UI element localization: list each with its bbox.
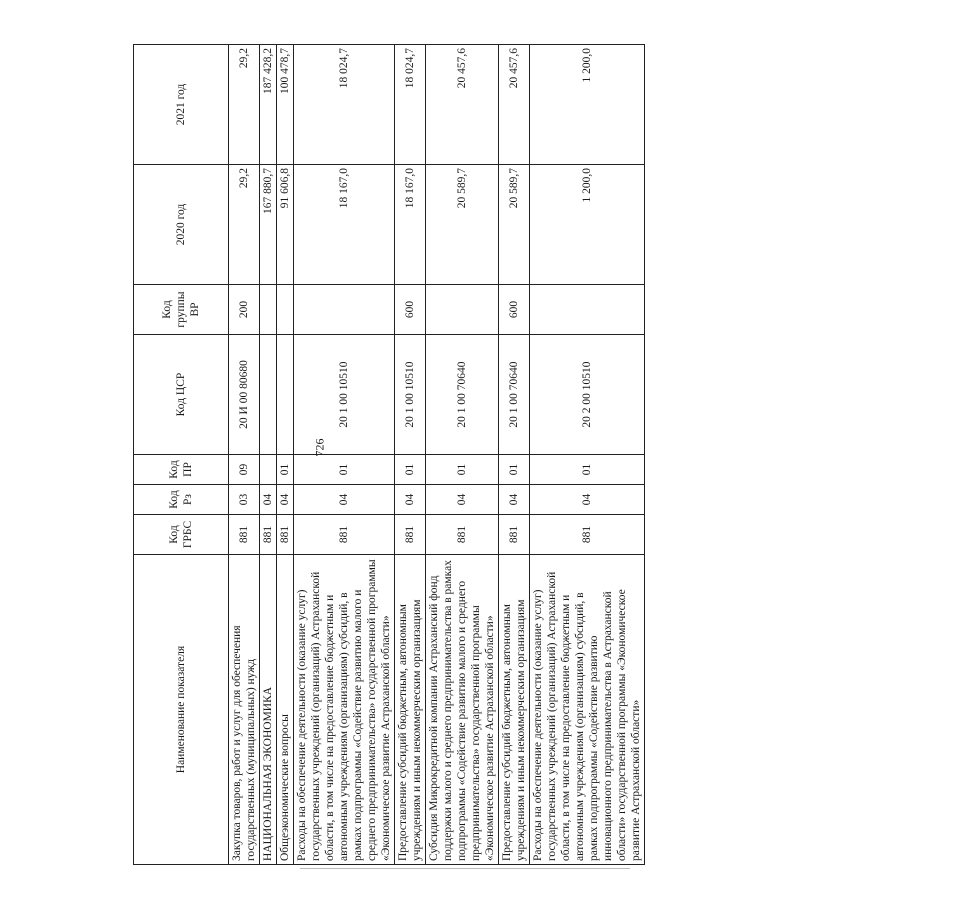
cell-y2020: 167 880,7 — [260, 165, 277, 285]
cell-vr — [260, 285, 277, 335]
cell-y2021: 18 024,7 — [395, 45, 426, 165]
cell-y2020: 20 589,7 — [426, 165, 499, 285]
header-name: Наименование показателя — [134, 555, 229, 865]
cell-csr — [260, 335, 277, 455]
cell-y2020: 1 200,0 — [530, 165, 645, 285]
table-row — [277, 45, 294, 865]
cell-grbs: 881 — [229, 515, 260, 555]
cell-vr — [277, 285, 294, 335]
cell-grbs: 881 — [294, 515, 395, 555]
cell-grbs: 881 — [395, 515, 426, 555]
cell-rz: 04 — [530, 485, 645, 515]
cell-y2020: 29,2 — [229, 165, 260, 285]
cell-y2021: 20 457,6 — [426, 45, 499, 165]
cell-grbs: 881 — [499, 515, 530, 555]
cell-grbs: 881 — [260, 515, 277, 555]
table-row — [294, 45, 395, 865]
cell-name: Расходы на обеспечение деятельности (оказание услуг) государственных учреждений (организаций) Астраханской области, в том числе на предоставление бюджетным и автономным учреждениям (организациям) субсидий, в рамках подпрограммы «Содействие развитию инновационного предпринимательства в Астраханской области» государственной программы «Экономическое развитие Астраханской области» — [530, 555, 645, 865]
cell-y2020: 20 589,7 — [499, 165, 530, 285]
cell-name: НАЦИОНАЛЬНАЯ ЭКОНОМИКА — [260, 555, 277, 865]
cell-vr: 600 — [395, 285, 426, 335]
cell-name: Предоставление субсидий бюджетным, автономным учреждениям и иным некоммерческим организациям — [395, 555, 426, 865]
cell-vr: 600 — [499, 285, 530, 335]
cell-pr: 01 — [277, 455, 294, 485]
table-row — [229, 45, 260, 865]
table-row — [426, 45, 499, 865]
table-row — [260, 45, 277, 865]
cell-csr: 20 1 00 10510 — [395, 335, 426, 455]
header-2020: 2020 год — [134, 165, 229, 285]
cell-name: Общеэкономические вопросы — [277, 555, 294, 865]
cell-pr: 01 — [426, 455, 499, 485]
header-pr: Код ПР — [134, 455, 229, 485]
cell-y2021: 18 024,7 — [294, 45, 395, 165]
cell-vr — [426, 285, 499, 335]
cell-rz: 04 — [499, 485, 530, 515]
cell-rz: 04 — [260, 485, 277, 515]
header-grbs: Код ГРБС — [134, 515, 229, 555]
cell-rz: 04 — [294, 485, 395, 515]
cell-y2021: 20 457,6 — [499, 45, 530, 165]
footer-divider — [300, 868, 630, 869]
cell-csr: 20 И 00 80680 — [229, 335, 260, 455]
cell-grbs: 881 — [277, 515, 294, 555]
cell-pr: 01 — [294, 455, 395, 485]
cell-y2020: 18 167,0 — [395, 165, 426, 285]
header-csr: Код ЦСР — [134, 335, 229, 455]
cell-name: Расходы на обеспечение деятельности (оказание услуг) государственных учреждений (организаций) Астраханской области, в том числе на предоставление бюджетным и автономным учреждениям (организациям) субсидий, в рамках подпрограммы «Содействие развитию малого и среднего предпринимательства» государственной программы «Экономическое развитие Астраханской области» — [294, 555, 395, 865]
cell-rz: 04 — [395, 485, 426, 515]
cell-vr: 200 — [229, 285, 260, 335]
cell-name: Предоставление субсидий бюджетным, автономным учреждениям и иным некоммерческим организациям — [499, 555, 530, 865]
cell-vr — [530, 285, 645, 335]
cell-grbs: 881 — [426, 515, 499, 555]
cell-pr: 01 — [395, 455, 426, 485]
page-number: 726 — [312, 438, 327, 457]
table-header-row — [134, 45, 229, 865]
cell-name: Закупка товаров, работ и услуг для обеспечения государственных (муниципальных) нужд — [229, 555, 260, 865]
cell-pr — [260, 455, 277, 485]
cell-y2021: 1 200,0 — [530, 45, 645, 165]
cell-y2020: 18 167,0 — [294, 165, 395, 285]
cell-csr: 20 1 00 70640 — [499, 335, 530, 455]
table-container — [133, 45, 953, 861]
cell-csr: 20 2 00 10510 — [530, 335, 645, 455]
cell-name: Субсидия Микрокредитной компании Астраханский фонд поддержки малого и среднего предпринимательства в рамках подпрограммы «Содействие развитию малого и среднего предпринимательства» государственной программы «Экономическое развитие Астраханской области» — [426, 555, 499, 865]
cell-csr: 20 1 00 10510 — [294, 335, 395, 455]
table-row — [395, 45, 426, 865]
cell-pr: 01 — [499, 455, 530, 485]
header-vr: Код группы ВР — [134, 285, 229, 335]
cell-rz: 04 — [277, 485, 294, 515]
cell-y2021: 100 478,7 — [277, 45, 294, 165]
cell-pr: 01 — [530, 455, 645, 485]
table-row — [530, 45, 645, 865]
table-row — [499, 45, 530, 865]
header-rz: Код Рз — [134, 485, 229, 515]
cell-vr — [294, 285, 395, 335]
header-2021: 2021 год — [134, 45, 229, 165]
cell-y2021: 187 428,2 — [260, 45, 277, 165]
cell-y2021: 29,2 — [229, 45, 260, 165]
cell-pr: 09 — [229, 455, 260, 485]
cell-csr — [277, 335, 294, 455]
cell-grbs: 881 — [530, 515, 645, 555]
cell-y2020: 91 606,8 — [277, 165, 294, 285]
cell-rz: 03 — [229, 485, 260, 515]
budget-table — [133, 44, 645, 865]
cell-rz: 04 — [426, 485, 499, 515]
cell-csr: 20 1 00 70640 — [426, 335, 499, 455]
